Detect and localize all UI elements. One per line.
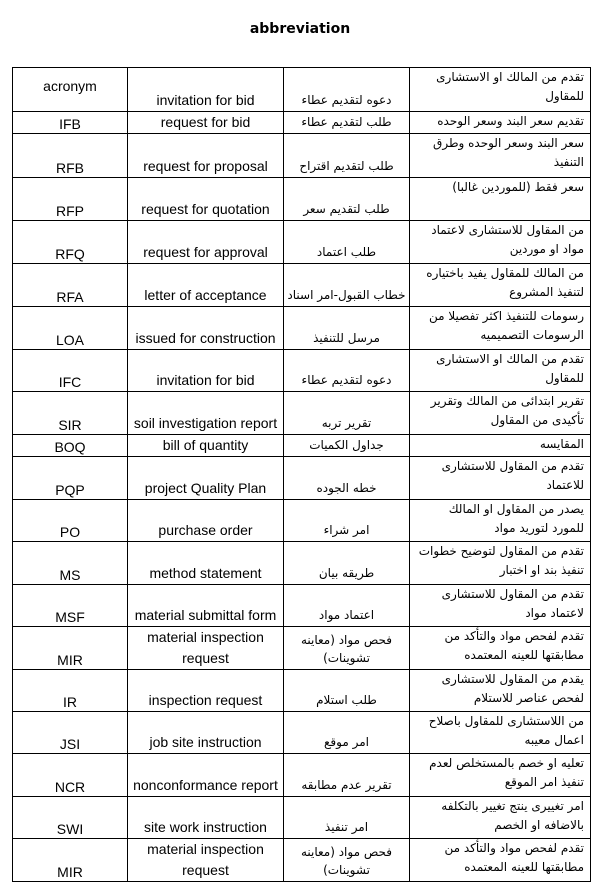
abbreviation-cell: PQP [13,457,128,500]
description-cell: تقدم لفحص مواد والتأكد من مطابقتها للعينه المعتمده [410,627,591,670]
arabic-term-cell: فحص مواد (معاينه تشوينات) [284,627,410,670]
english-term-cell: material inspection request [128,839,284,882]
table-row [13,627,591,670]
abbreviation-cell: LOA [13,307,128,350]
table-row [13,754,591,797]
abbreviation-cell: JSI [13,712,128,754]
abbreviation-cell: SIR [13,392,128,435]
english-term-cell: request for quotation [128,178,284,221]
table-row [13,839,591,882]
abbreviation-cell: IFC [13,350,128,392]
description-cell: تقدم لفحص مواد والتأكد من مطابقتها للعينه المعتمده [410,839,591,882]
english-term-cell: invitation for bid [128,68,284,112]
arabic-term-cell: دعوه لتقديم عطاء [284,68,410,112]
english-term-cell: material inspection request [128,627,284,670]
abbreviation-table-body [13,68,591,882]
table-row [13,221,591,264]
arabic-term-cell: خطه الجوده [284,457,410,500]
arabic-term-cell: جداول الكميات [284,435,410,457]
description-cell: تقديم سعر البند وسعر الوحده [410,112,591,134]
english-term-cell: soil investigation report [128,392,284,435]
arabic-term-cell: خطاب القبول-امر اسناد [284,264,410,307]
table-row [13,134,591,178]
english-term-cell: request for proposal [128,134,284,178]
arabic-term-cell: امر موقع [284,712,410,754]
arabic-term-cell: طلب لتقديم سعر [284,178,410,221]
english-term-cell: inspection request [128,670,284,712]
arabic-term-cell: امر شراء [284,500,410,542]
description-cell: يصدر من المقاول او المالك للمورد لتوريد مواد [410,500,591,542]
table-row [13,585,591,627]
english-term-cell: request for approval [128,221,284,264]
description-cell: تقرير ابتدائى من المالك وتقرير تأكيدى من المقاول [410,392,591,435]
english-term-cell: letter of acceptance [128,264,284,307]
abbreviation-cell: MS [13,542,128,585]
english-term-cell: site work instruction [128,797,284,839]
english-term-cell: bill of quantity [128,435,284,457]
abbreviation-cell: BOQ [13,435,128,457]
abbreviation-cell: MSF [13,585,128,627]
table-row [13,112,591,134]
description-cell: رسومات للتنفيذ اكثر تفصيلا من الرسومات التصميميه [410,307,591,350]
description-cell: يقدم من المقاول للاستشارى لفحص عناصر للاستلام [410,670,591,712]
table-row [13,457,591,500]
description-cell: تقدم من المالك او الاستشارى للمقاول [410,68,591,112]
abbreviation-cell: RFQ [13,221,128,264]
abbreviation-table [12,67,591,882]
abbreviation-cell: RFP [13,178,128,221]
abbreviation-cell: PO [13,500,128,542]
arabic-term-cell: طلب لتقديم اقتراح [284,134,410,178]
english-term-cell: request for bid [128,112,284,134]
english-term-cell: project Quality Plan [128,457,284,500]
table-row [13,797,591,839]
arabic-term-cell: امر تنفيذ [284,797,410,839]
description-cell: تقدم من المقاول للاستشارى لاعتماد مواد [410,585,591,627]
arabic-term-cell: اعتماد مواد [284,585,410,627]
arabic-term-cell: تقرير عدم مطابقه [284,754,410,797]
description-cell: سعر البند وسعر الوحده وطرق التنفيذ [410,134,591,178]
table-row [13,435,591,457]
description-cell: تعليه او خصم بالمستخلص لعدم تنفيذ امر الموقع [410,754,591,797]
abbreviation-cell: acronym [13,68,128,112]
abbreviation-cell: RFB [13,134,128,178]
description-cell: المقايسه [410,435,591,457]
description-cell: من اللاستشارى للمقاول باصلاح اعمال معيبه [410,712,591,754]
description-cell: تقدم من المالك او الاستشارى للمقاول [410,350,591,392]
abbreviation-cell: MIR [13,839,128,882]
arabic-term-cell: دعوه لتقديم عطاء [284,350,410,392]
table-row [13,68,591,112]
arabic-term-cell: طريقه بيان [284,542,410,585]
english-term-cell: method statement [128,542,284,585]
table-row [13,350,591,392]
english-term-cell: job site instruction [128,712,284,754]
abbreviation-cell: IFB [13,112,128,134]
abbreviation-cell: IR [13,670,128,712]
document-title: abbreviation [249,21,351,37]
english-term-cell: nonconformance report [128,754,284,797]
table-row [13,670,591,712]
table-row [13,264,591,307]
table-row [13,712,591,754]
description-cell: امر تغييرى ينتج تغيير بالتكلفه بالاضافه او الخصم [410,797,591,839]
arabic-term-cell: طلب استلام [284,670,410,712]
abbreviation-cell: RFA [13,264,128,307]
arabic-term-cell: مرسل للتنفيذ [284,307,410,350]
abbreviation-cell: MIR [13,627,128,670]
english-term-cell: invitation for bid [128,350,284,392]
abbreviation-cell: NCR [13,754,128,797]
english-term-cell: purchase order [128,500,284,542]
table-row [13,392,591,435]
description-cell: تقدم من المقاول للاستشارى للاعتماد [410,457,591,500]
table-row [13,542,591,585]
table-row [13,307,591,350]
arabic-term-cell: فحص مواد (معاينه تشوينات) [284,839,410,882]
arabic-term-cell: طلب اعتماد [284,221,410,264]
table-row [13,178,591,221]
description-cell: سعر فقط (للموردين غالبا) [410,178,591,221]
english-term-cell: material submittal form [128,585,284,627]
arabic-term-cell: طلب لتقديم عطاء [284,112,410,134]
abbreviation-cell: SWI [13,797,128,839]
description-cell: تقدم من المقاول لتوضيح خطوات تنفيذ بند او اختبار [410,542,591,585]
table-row [13,500,591,542]
arabic-term-cell: تقرير تربه [284,392,410,435]
english-term-cell: issued for construction [128,307,284,350]
description-cell: من المقاول للاستشارى لاعتماد مواد او موردين [410,221,591,264]
description-cell: من المالك للمقاول يفيد باختياره لتنفيذ المشروع [410,264,591,307]
